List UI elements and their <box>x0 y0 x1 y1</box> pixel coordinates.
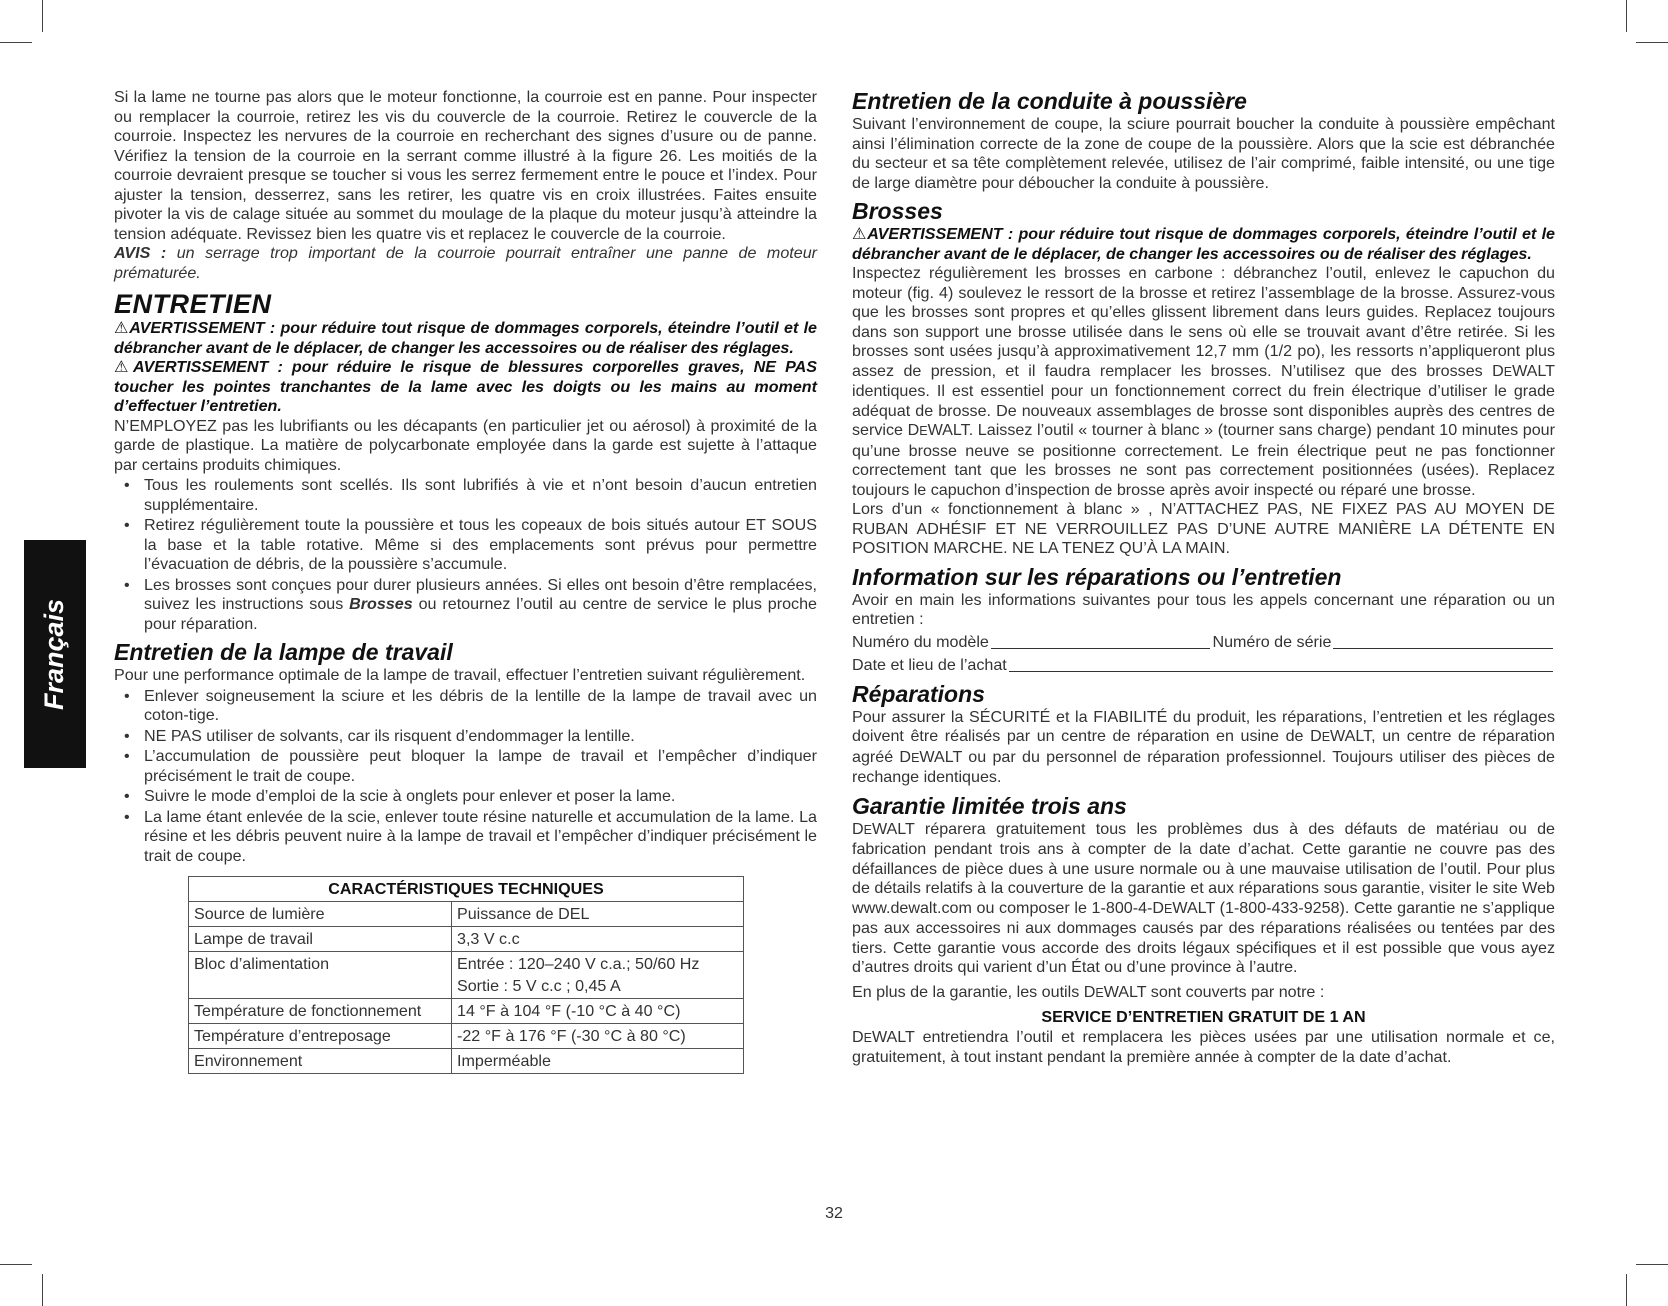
text-run: WALT, un centre de réparation agréé D <box>852 727 1555 766</box>
free-service-title: SERVICE D’ENTRETIEN GRATUIT DE 1 AN <box>1041 1008 1366 1026</box>
brushes-warning <box>852 225 1555 264</box>
page-number: 32 <box>825 1205 843 1222</box>
work-lamp-list <box>114 687 817 867</box>
repairs-paragraph <box>852 708 1555 788</box>
table-cell-line: Entrée : 120–240 V c.a.; 50/60 Hz <box>457 955 700 973</box>
warning-icon: ⚠ <box>114 319 130 337</box>
list-item: • Retirez régulièrement toute la poussière et tous les copeaux de bois situés autour ET SOUS la base et la table rotative. Même si des emplacements sont prévus pour permettre l’évacuation de débris, de la poussière s’accumule. <box>114 516 817 575</box>
serial-number-line[interactable] <box>1333 632 1553 649</box>
text-run: D <box>852 1027 864 1046</box>
notice-paragraph <box>114 244 817 283</box>
brushes-warning-text: AVERTISSEMENT : pour réduire tout risque de dommages corporels, éteindre l’outil et le débrancher avant de le déplacer, de changer les accessoires ou de réaliser des réglages. <box>852 225 1555 263</box>
lubricant-paragraph: N’EMPLOYEZ pas les lubrifiants ou les décapants (en particulier jet ou aérosol) à proximité de la garde de plastique. La matière de polycarbonate employée dans la garde est sujette à l’attaque par certains produits chimiques. <box>114 416 817 474</box>
table-row <box>189 999 744 1024</box>
text-run: WALT entretiendra l’outil et remplacera les pièces usées par une utilisation normale et ce, gratuitement, à tout instant pendant la première année à compter de la date d’achat. <box>852 1027 1555 1066</box>
table-row <box>189 902 744 927</box>
specifications-table <box>188 876 744 1074</box>
right-column <box>852 88 1555 1068</box>
brand-smallcap: E <box>919 424 928 438</box>
table-cell: Température de fonctionnement <box>189 999 452 1024</box>
text-run: WALT identiques. Il est essentiel pour un fonctionnement correct du frein électrique d’utiliser le grade adéquat de brosse. De nouveaux assemblages de brosse sont disponibles auprès des centres de service D <box>852 361 1555 439</box>
table-cell: Imperméable <box>452 1049 744 1074</box>
brand-smallcap: E <box>1503 364 1513 379</box>
warning-1 <box>114 319 817 358</box>
text-run: WALT ou par du personnel de réparation professionnel. Toujours utiliser des pièces de rechange identiques. <box>852 747 1555 786</box>
notice-label: AVIS : <box>114 244 167 262</box>
crop-mark <box>1636 42 1668 43</box>
repairs-title: Réparations <box>852 680 985 707</box>
service-info-title: Information sur les réparations ou l’entretien <box>852 563 1342 590</box>
list-item: • Enlever soigneusement la sciure et les débris de la lentille de la lampe de travail avec un coton-tige. <box>114 687 817 726</box>
brushes-paragraph <box>852 264 1555 500</box>
text-run: WALT (1-800-433-9258). Cette garantie ne s’applique pas aux accessoires ni aux dommages causés par des réparations réalisées ou tentées par des tiers. Cette garantie vous accorde des droits légaux spécifiques et il est possible que vous ayez d’autres droits qui varient d’un État ou d’une province à l’autre. <box>852 898 1555 976</box>
table-row <box>189 1024 744 1049</box>
table-cell-line: Sortie : 5 V c.c ; 0,45 A <box>457 977 621 995</box>
table-header: CARACTÉRISTIQUES TECHNIQUES <box>189 877 744 902</box>
warning-icon: ⚠ <box>114 358 134 376</box>
table-cell: Température d’entreposage <box>189 1024 452 1049</box>
maintenance-title: ENTRETIEN <box>114 289 272 319</box>
table-cell <box>452 952 744 999</box>
table-row <box>189 952 744 999</box>
table-cell: Lampe de travail <box>189 927 452 952</box>
purchase-line[interactable] <box>1009 655 1553 672</box>
notice-text: un serrage trop important de la courroie pourrait entraîner une panne de moteur prématurée. <box>114 244 817 282</box>
list-item: • Suivre le mode d’emploi de la scie à onglets pour enlever et poser la lame. <box>114 787 817 807</box>
model-label: Numéro du modèle <box>852 633 989 651</box>
list-item: • NE PAS utiliser de solvants, car ils risquent d’endommager la lentille. <box>114 727 817 747</box>
text-run: D <box>852 819 864 838</box>
table-cell: Puissance de DEL <box>452 902 744 927</box>
brushes-reference: Brosses <box>349 595 413 613</box>
crop-mark <box>1626 1274 1627 1306</box>
list-item-text: ou retournez l’outil au centre de service le plus proche pour réparation. <box>144 595 818 633</box>
table-cell: Environnement <box>189 1049 452 1074</box>
text-run: Pour assurer la SÉCURITÉ et la FIABILITÉ du produit, les réparations, l’entretien et les réglages doivent être réalisés par un centre de réparation en usine de D <box>852 707 1555 745</box>
warranty-title: Garantie limitée trois ans <box>852 792 1127 819</box>
work-lamp-title: Entretien de la lampe de travail <box>114 639 453 665</box>
brand-smallcap: E <box>911 750 920 765</box>
language-tab-label: Français <box>39 598 70 710</box>
maintenance-list <box>114 476 817 634</box>
text-run: En plus de la garantie, les outils D <box>852 982 1096 1001</box>
warning-2-text: AVERTISSEMENT : pour réduire le risque de blessures corporelles graves, NE PAS toucher les pointes tranchantes de la lame avec les doigts ou les mains au moment d’effectuer l’entretien. <box>114 358 817 415</box>
crop-mark <box>0 1264 32 1265</box>
table-cell: -22 °F à 176 °F (-30 °C à 80 °C) <box>452 1024 744 1049</box>
service-info-paragraph: Avoir en main les informations suivantes pour tous les appels concernant une réparation ou un entretien : <box>852 590 1555 628</box>
brand-smallcap: E <box>863 1030 872 1045</box>
crop-mark <box>1636 1264 1668 1265</box>
dust-duct-title: Entretien de la conduite à poussière <box>852 88 1247 114</box>
table-cell: Source de lumière <box>189 902 452 927</box>
coverage-paragraph <box>852 983 1555 1004</box>
list-item: • La lame étant enlevée de la scie, enlever toute résine naturelle et accumulation de la lame. La résine et les débris peuvent nuire à la lampe de travail et l’empêcher d’indiquer précisément le trait de coupe. <box>114 808 817 867</box>
left-column <box>114 88 817 1074</box>
table-row <box>189 927 744 952</box>
crop-mark <box>1626 0 1627 32</box>
text-run: WALT. Laissez l’outil « tourner à blanc » (tourner sans charge) pendant 10 minutes pour qu’une brosse neuve se positionne correctement. Le frein électrique peut ne pas fonctionner correctement tant que les brosses ne sont pas correctement positionnées (usées). Replacez toujours le capuchon d’inspection de brosse après avoir inspecté ou réparé une brosse. <box>852 421 1555 499</box>
free-service-paragraph <box>852 1028 1555 1068</box>
model-number-line[interactable] <box>991 632 1211 649</box>
belt-paragraph: Si la lame ne tourne pas alors que le moteur fonctionne, la courroie est en panne. Pour inspecter ou remplacer la courroie, retirez les vis du couvercle de la courroie. Retirez le couvercle de la courroie. Inspectez les nervures de la courroie en recherchant des signes d’usure ou de panne. Vérifiez la tension de la courroie en la serrant comme illustré à la figure 26. Les moitiés de la courroie devraient presque se toucher si vous les serrez fermement entre le pouce et l’index. Pour ajuster la tension, desserrez, sans les retirer, les quatre vis en croix illustrées. Faites ensuite pivoter la vis de calage située au sommet du moulage de la plaque du moteur jusqu’à atteindre la tension adéquate. Revissez bien les quatre vis et replacez le couvercle de la courroie. <box>114 88 817 243</box>
warning-1-text: AVERTISSEMENT : pour réduire tout risque de dommages corporels, éteindre l’outil et le débrancher avant de le déplacer, de changer les accessoires ou de réaliser des réglages. <box>114 319 817 357</box>
table-row <box>189 1049 744 1074</box>
text-run: WALT sont couverts par notre : <box>1103 982 1325 1001</box>
brand-smallcap: E <box>863 822 872 837</box>
dust-duct-paragraph: Suivant l’environnement de coupe, la sciure pourrait boucher la conduite à poussière empêchant ainsi l’élimination correcte de la zone de coupe de la poussière. Alors que la scie est débranchée du secteur et sa tête complètement relevée, utilisez de l’air comprimé, faible intensité, ou une tige de large diamètre pour déboucher la conduite à poussière. <box>852 115 1555 192</box>
crop-mark <box>0 42 32 43</box>
warranty-paragraph <box>852 820 1555 978</box>
warning-icon: ⚠ <box>852 225 868 243</box>
table-cell: Bloc d’alimentation <box>189 952 452 999</box>
brand-smallcap: E <box>1164 901 1173 916</box>
language-tab <box>24 540 86 768</box>
brushes-title: Brosses <box>852 198 943 224</box>
purchase-label: Date et lieu de l’achat <box>852 656 1007 674</box>
purchase-row <box>852 655 1555 676</box>
warning-2 <box>114 358 817 417</box>
serial-label: Numéro de série <box>1212 633 1332 651</box>
text-run: WALT réparera gratuitement tous les problèmes dus à des défauts de matériau ou de fabrication pendant trois ans à compter de la date d’achat. Cette garantie ne couvre pas des défaillances de pièce dues à une usure normale ou à une mauvaise utilisation de l’outil. Pour plus de détails relatifs à la couverture de la garantie et aux réparations sous garantie, visiter le site Web www.dewalt.com ou composer le 1-800-4-D <box>852 819 1555 917</box>
crop-mark <box>42 1274 43 1306</box>
model-serial-row <box>852 632 1555 653</box>
list-item: • Tous les roulements sont scellés. Ils sont lubrifiés à vie et n’ont besoin d’aucun entretien supplémentaire. <box>114 476 817 515</box>
table-cell: 3,3 V c.c <box>452 927 744 952</box>
brushes-caution-paragraph: Lors d’un « fonctionnement à blanc » , N’ATTACHEZ PAS, NE FIXEZ PAS AU MOYEN DE RUBAN ADHÉSIF ET NE VERROUILLEZ PAS D’UNE AUTRE MANIÈRE LA DÉTENTE EN POSITION MARCHE. NE LA TENEZ QU’À LA MAIN. <box>852 500 1555 557</box>
text-run: Inspectez régulièrement les brosses en carbone : débranchez l’outil, enlevez le capuchon du moteur (fig. 4) soulevez le ressort de la brosse et retirez l’assemblage de la brosse. Assurez-vous que les brosses sont propres et qu’elles glissent librement dans leurs guides. Replacez toujours dans son support une brosse utilisée dans le sens où elle se trouvait avant d’être retirée. Si les brosses sont usées jusqu’à approximativement 12,7 mm (1/2 po), les ressorts n’appliqueront plus assez de pression, et il faudra remplacer les brosses. N’utilisez que des brosses D <box>852 264 1555 380</box>
brand-smallcap: E <box>1095 985 1104 1000</box>
work-lamp-intro: Pour une performance optimale de la lampe de travail, effectuer l’entretien suivant régulièrement. <box>114 666 806 684</box>
list-item-text: Les brosses sont conçues pour durer plusieurs années. Si elles ont besoin d’être remplacées, suivez les instructions sous <box>144 575 817 613</box>
table-cell: 14 °F à 104 °F (-10 °C à 40 °C) <box>452 999 744 1024</box>
list-item: • L’accumulation de poussière peut bloquer la lampe de travail et l’empêcher d’indiquer précisément le trait de coupe. <box>114 747 817 786</box>
list-item <box>114 576 817 635</box>
crop-mark <box>42 0 43 32</box>
brand-smallcap: E <box>1321 730 1331 744</box>
